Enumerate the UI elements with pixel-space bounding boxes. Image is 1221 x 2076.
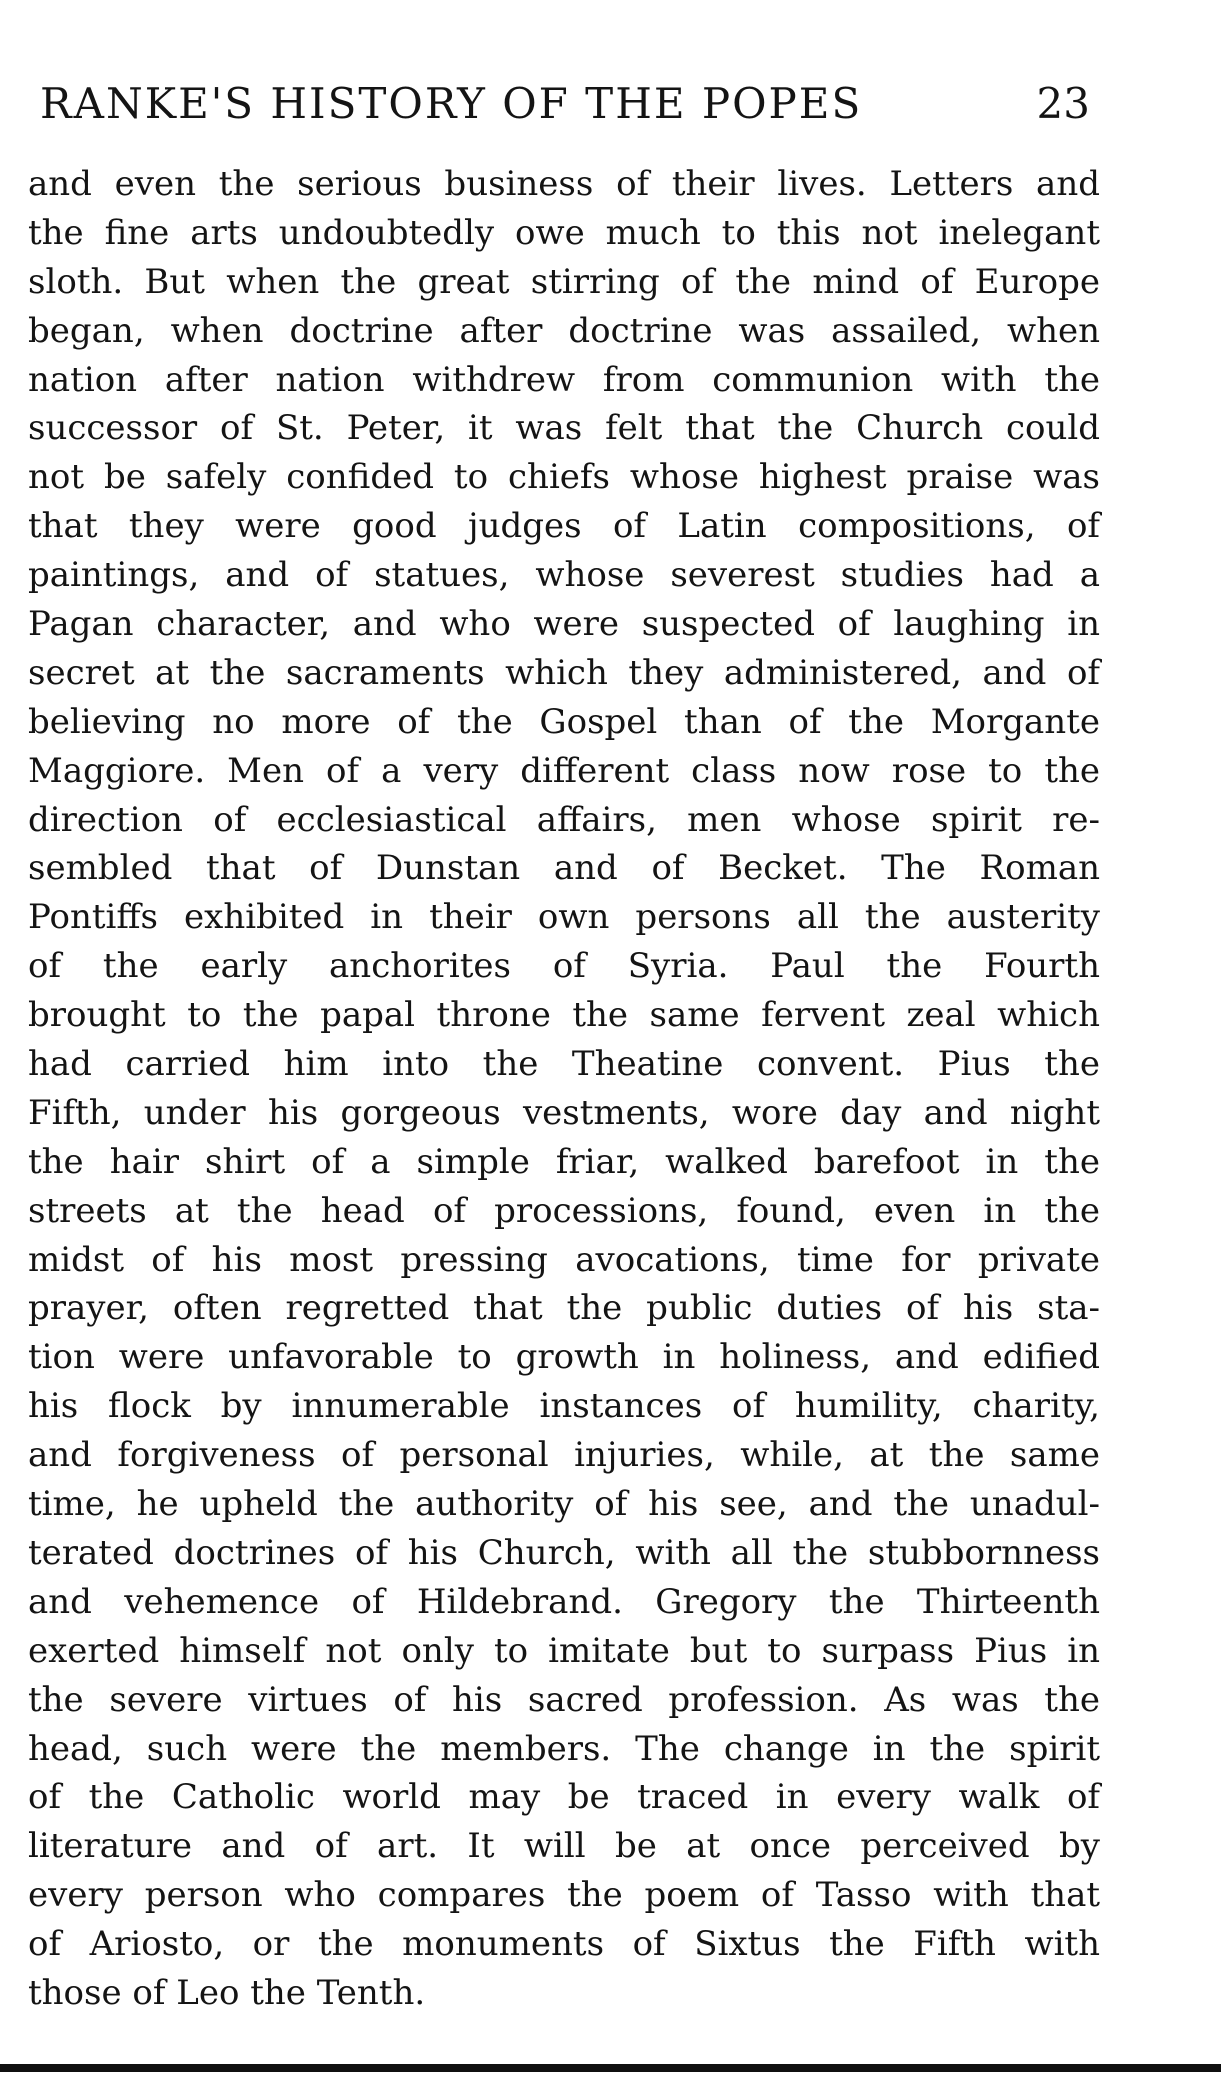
text-line: sloth. But when the great stirring of the mind of Europe (28, 261, 1100, 302)
text-line: Fifth, under his gorgeous vestments, wore day and night (28, 1092, 1100, 1133)
text-line: of Ariosto, or the monuments of Sixtus the Fifth with (28, 1924, 1100, 1965)
text-line: paintings, and of statues, whose severest studies had a (28, 555, 1100, 596)
text-line: brought to the papal throne the same fervent zeal which (28, 995, 1100, 1036)
text-line: midst of his most pressing avocations, time for private (28, 1239, 1100, 1280)
text-line: prayer, often regretted that the public duties of his sta- (28, 1288, 1100, 1329)
text-line: had carried him into the Theatine convent. Pius the (28, 1044, 1100, 1085)
text-line: began, when doctrine after doctrine was assailed, when (28, 310, 1100, 351)
text-line: every person who compares the poem of Tasso with that (28, 1875, 1100, 1916)
text-line-last: those of Leo the Tenth. (28, 1972, 426, 2013)
body-paragraph (28, 160, 1100, 2018)
text-line: not be safely confided to chiefs whose highest praise was (28, 457, 1100, 498)
text-line: terated doctrines of his Church, with all the stubbornness (28, 1532, 1100, 1573)
text-line: literature and of art. It will be at once perceived by (28, 1826, 1100, 1867)
text-line: exerted himself not only to imitate but to surpass Pius in (28, 1630, 1100, 1671)
text-line: the hair shirt of a simple friar, walked barefoot in the (28, 1141, 1100, 1182)
text-line: successor of St. Peter, it was felt that the Church could (28, 408, 1100, 449)
text-line: of the early anchorites of Syria. Paul the Fourth (28, 946, 1100, 987)
text-line: sembled that of Dunstan and of Becket. The Roman (28, 848, 1100, 889)
bottom-rule (0, 2064, 1221, 2072)
text-line: believing no more of the Gospel than of the Morgante (28, 701, 1100, 742)
text-line: the fine arts undoubtedly owe much to this not inelegant (28, 212, 1100, 253)
text-line: and forgiveness of personal injuries, while, at the same (28, 1435, 1100, 1476)
text-line: streets at the head of processions, found, even in the (28, 1190, 1100, 1231)
text-line: that they were good judges of Latin compositions, of (28, 506, 1100, 547)
text-line: secret at the sacraments which they administered, and of (28, 652, 1100, 693)
text-line: direction of ecclesiastical affairs, men whose spirit re- (28, 799, 1100, 840)
text-line: and even the serious business of their lives. Letters and (28, 164, 1100, 204)
text-line: of the Catholic world may be traced in every walk of (28, 1777, 1100, 1818)
text-line: Pontiffs exhibited in their own persons all the austerity (28, 897, 1100, 938)
text-line: nation after nation withdrew from communion with the (28, 359, 1100, 400)
text-line: his flock by innumerable instances of humility, charity, (28, 1386, 1100, 1427)
text-line: tion were unfavorable to growth in holiness, and edified (28, 1337, 1100, 1378)
running-header (40, 74, 1090, 144)
page-number: 23 (1036, 79, 1090, 128)
text-line: the severe virtues of his sacred profession. As was the (28, 1679, 1100, 1720)
running-title: RANKE'S HISTORY OF THE POPES (40, 79, 863, 128)
text-line: and vehemence of Hildebrand. Gregory the Thirteenth (28, 1581, 1100, 1622)
text-line: Pagan character, and who were suspected of laughing in (28, 604, 1100, 645)
text-line: time, he upheld the authority of his see, and the unadul- (28, 1484, 1100, 1525)
text-line: head, such were the members. The change in the spirit (28, 1728, 1100, 1769)
text-line: Maggiore. Men of a very different class now rose to the (28, 750, 1100, 791)
